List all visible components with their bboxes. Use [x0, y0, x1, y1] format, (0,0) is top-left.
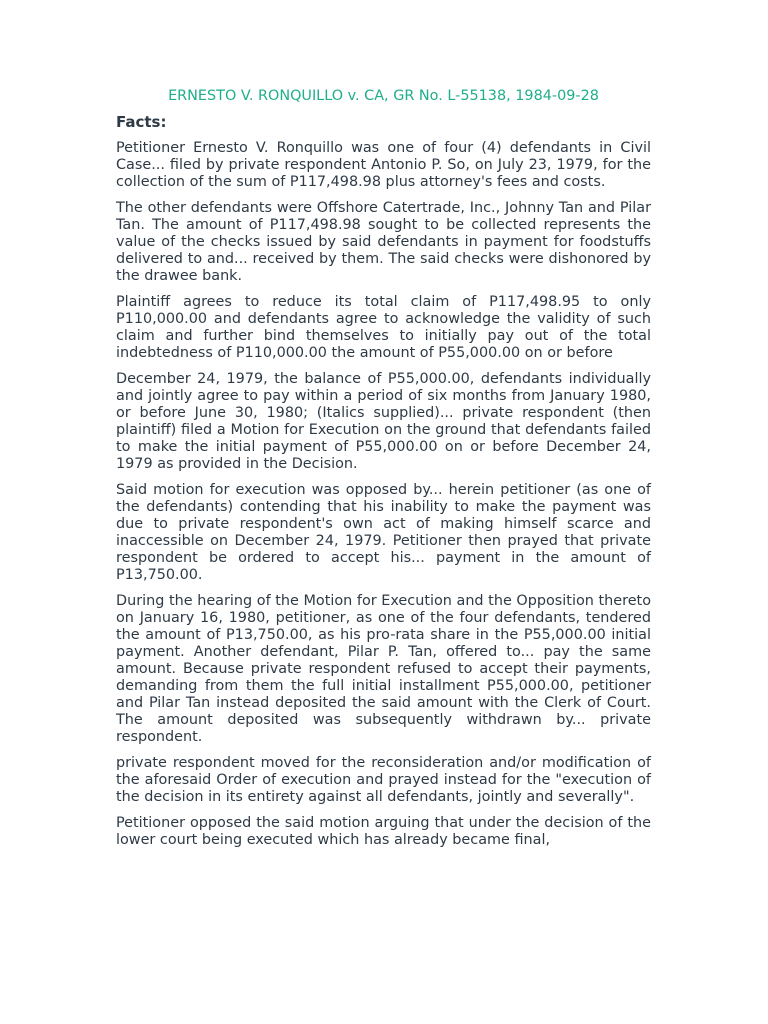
document-page [116, 86, 651, 858]
paragraph: Petitioner opposed the said motion arguing that under the decision of the lower court being executed which has already became final, [116, 815, 651, 848]
paragraph: Plaintiff agrees to reduce its total claim of P117,498.95 to only P110,000.00 and defendants agree to acknowledge the validity of such claim and further bind themselves to initially pay out of the total indebtedness of P110,000.00 the amount of P55,000.00 on or before [116, 294, 651, 361]
document-title: ERNESTO V. RONQUILLO v. CA, GR No. L-55138, 1984-09-28 [168, 88, 599, 104]
paragraph: Said motion for execution was opposed by... herein petitioner (as one of the defendants) contending that his inability to make the payment was due to private respondent's own act of making himself scarce and inaccessible on December 24, 1979. Petitioner then prayed that private respondent be ordered to accept his... payment in the amount of P13,750.00. [116, 482, 651, 583]
paragraph: The other defendants were Offshore Catertrade, Inc., Johnny Tan and Pilar Tan. The amount of P117,498.98 sought to be collected represents the value of the checks issued by said defendants in payment for foodstuffs delivered to and... received by them. The said checks were dishonored by the drawee bank. [116, 200, 651, 284]
paragraph: December 24, 1979, the balance of P55,000.00, defendants individually and jointly agree to pay within a period of six months from January 1980, or before June 30, 1980; (Italics supplied)... private respondent (then plaintiff) filed a Motion for Execution on the ground that defendants failed to make the initial payment of P55,000.00 on or before December 24, 1979 as provided in the Decision. [116, 371, 651, 472]
facts-heading: Facts: [116, 113, 167, 131]
paragraph: During the hearing of the Motion for Execution and the Opposition thereto on January 16, 1980, petitioner, as one of the four defendants, tendered the amount of P13,750.00, as his pro-rata share in the P55,000.00 initial payment. Another defendant, Pilar P. Tan, offered to... pay the same amount. Because private respondent refused to accept their payments, demanding from them the full initial installment P55,000.00, petitioner and Pilar Tan instead deposited the said amount with the Clerk of Court. The amount deposited was subsequently withdrawn by... private respondent. [116, 593, 651, 745]
paragraph: Petitioner Ernesto V. Ronquillo was one of four (4) defendants in Civil Case... filed by private respondent Antonio P. So, on July 23, 1979, for the collection of the sum of P117,498.98 plus attorney's fees and costs. [116, 140, 651, 190]
paragraph: private respondent moved for the reconsideration and/or modification of the aforesaid Order of execution and prayed instead for the "execution of the decision in its entirety against all defendants, jointly and severally". [116, 755, 651, 805]
